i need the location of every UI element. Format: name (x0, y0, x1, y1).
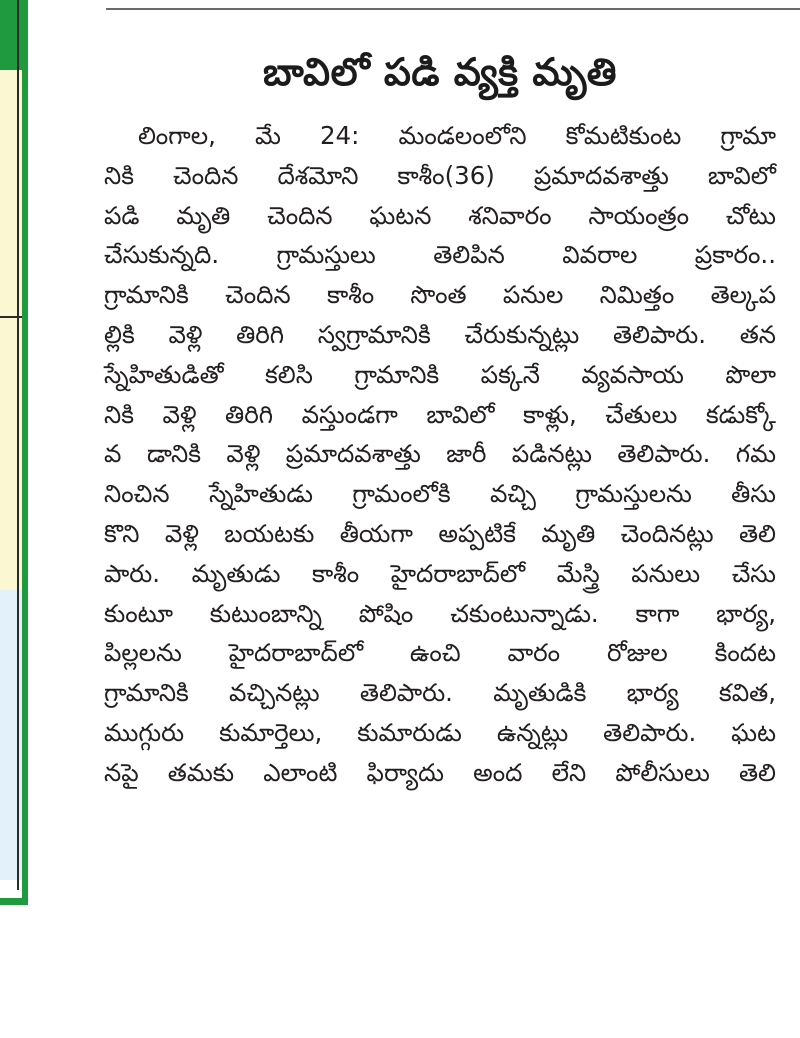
article-line: చేసుకున్నది. గ్రామస్తులు తెలిపిన వివరాల ప్రకారం.. (104, 240, 776, 270)
adjacent-column-box (0, 0, 40, 915)
adjacent-inner-rule (17, 0, 19, 890)
article-line: పిల్లలను హైదరాబాద్‌లో ఉంచి వారం రోజుల కిందట (104, 638, 776, 668)
article-line: పారు. మృతుడు కాశీం హైదరాబాద్‌లో మేస్త్రి పనులు చేసు (104, 558, 776, 588)
article-line: కొని వెళ్లి బయటకు తీయగా అప్పటికే మృతి చెందినట్లు తెలి (104, 518, 776, 548)
article-line: గ్రామానికి చెందిన కాశీం సొంత పనుల నిమిత్తం తెల్కప (104, 280, 776, 310)
article-line: పడి మృతి చెందిన ఘటన శనివారం సాయంత్రం చోటు (104, 200, 776, 230)
news-article (104, 40, 776, 793)
article-line: నికి వెళ్లి తిరిగి వస్తుండగా బావిలో కాళ్లు, చేతులు కడుక్కో (104, 399, 776, 429)
article-line: నపై తమకు ఎలాంటి ఫిర్యాదు అంద లేని పోలీసులు తెలి (104, 757, 776, 787)
article-line: నికి చెందిన దేశమోని కాశీం(36) ప్రమాదవశాత్తు బావిలో (104, 160, 776, 190)
article-body (104, 116, 776, 793)
article-line: ముగ్గురు కుమార్తెలు, కుమారుడు ఉన్నట్లు తెలిపారు. ఘట (104, 717, 776, 747)
adjacent-green-border-vertical (22, 0, 28, 905)
article-line: లింగాల, మే 24: మండలంలోని కోమటికుంట గ్రామా (138, 121, 776, 150)
column-top-rule (106, 8, 800, 10)
article-line: నించిన స్నేహితుడు గ్రామంలోకి వచ్చి గ్రామస్తులను తీసు (104, 479, 776, 509)
adjacent-green-border-bottom (0, 898, 28, 905)
article-headline: బావిలో పడి వ్యక్తి మృతి (263, 50, 617, 94)
article-line: వ డానికి వెళ్లి ప్రమాదవశాత్తు జారీ పడినట్లు తెలిపారు. గమ (104, 439, 776, 469)
article-line: కుంటూ కుటుంబాన్ని పోషిం చకుంటున్నాడు. కాగా భార్య, (104, 598, 776, 628)
article-line: గ్రామానికి వచ్చినట్లు తెలిపారు. మృతుడికి భార్య కవిత, (104, 678, 776, 708)
article-line: స్నేహితుడితో కలిసి గ్రామానికి పక్కనే వ్యవసాయ పొలా (104, 359, 776, 389)
article-line: ల్లికి వెళ్లి తిరిగి స్వగ్రామానికి చేరుకున్నట్లు తెలిపారు. తన (104, 319, 776, 349)
